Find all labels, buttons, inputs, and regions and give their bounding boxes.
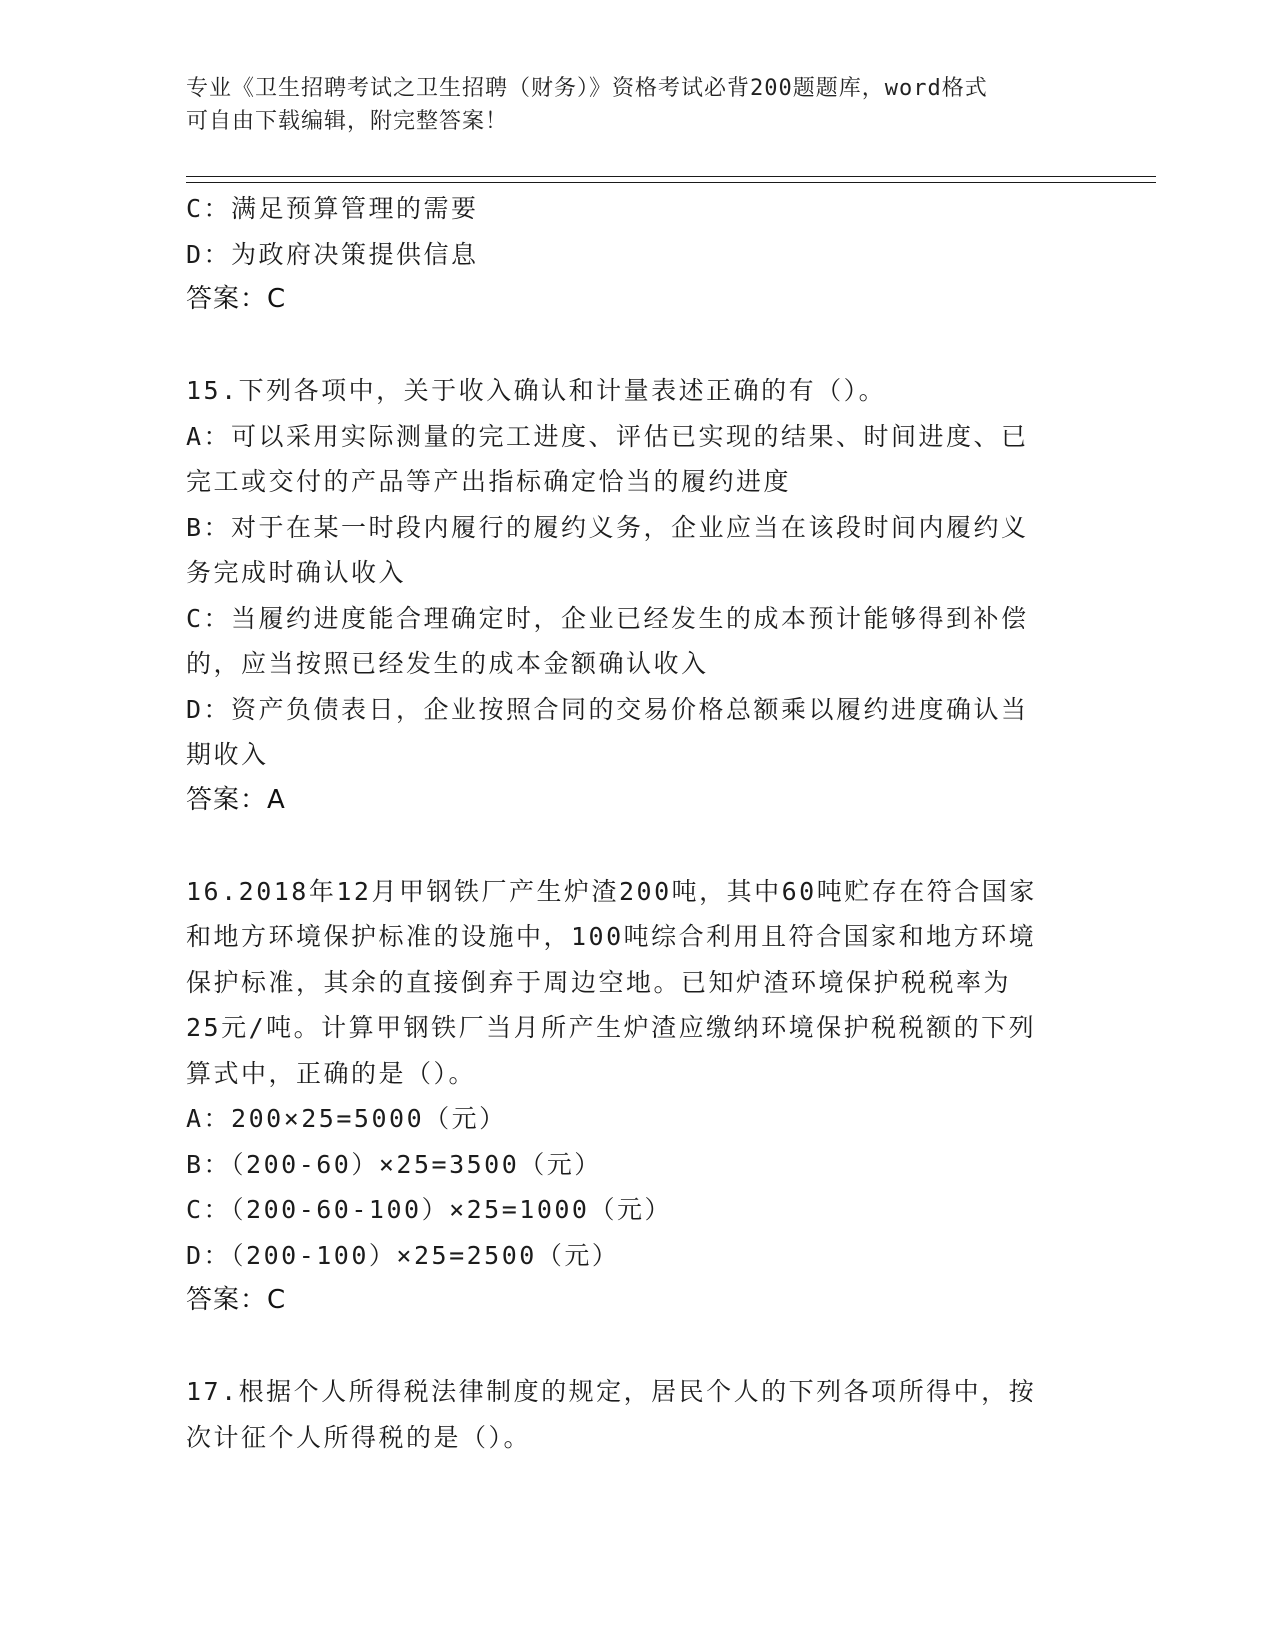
option-d: D：为政府决策提供信息 [186,239,479,269]
option-a: A：可以采用实际测量的完工进度、评估已实现的结果、时间进度、已 [186,421,1029,451]
question-16-stem-continued: 和地方环境保护标准的设施中，100吨综合利用且符合国家和地方环境 [186,922,1037,951]
question-15-stem: 15.下列各项中，关于收入确认和计量表述正确的有（）。 [186,376,887,405]
document-body [186,186,1086,1460]
option-c: C：满足预算管理的需要 [186,194,479,223]
option-b: B：（200-60）×25=3500（元） [186,1149,602,1179]
document-header [186,72,1086,138]
option-d-continued: 期收入 [186,740,269,769]
continued-question [186,186,1086,323]
header-divider-bottom [186,182,1156,183]
question-16-stem-continued: 保护标准，其余的直接倒弃于周边空地。已知炉渣环境保护税税率为 [186,967,1012,997]
option-a: A：200×25=5000（元） [186,1104,507,1133]
spacer [186,823,1086,869]
question-16-stem-continued: 算式中，正确的是（）。 [186,1058,477,1088]
option-d: D：资产负债表日，企业按照合同的交易价格总额乘以履约进度确认当 [186,694,1029,724]
question-17 [186,1369,1086,1460]
spacer [186,323,1086,369]
spacer [186,1324,1086,1370]
header-divider-top [186,176,1156,177]
answer-line: 答案：C [186,1285,287,1315]
question-16-stem: 16.2018年12月甲钢铁厂产生炉渣200吨，其中60吨贮存在符合国家 [186,876,1037,906]
question-16-stem-continued: 25元/吨。计算甲钢铁厂当月所产生炉渣应缴纳环境保护税税额的下列 [186,1013,1037,1042]
option-a-continued: 完工或交付的产品等产出指标确定恰当的履约进度 [186,467,792,496]
option-c-continued: 的，应当按照已经发生的成本金额确认收入 [186,649,709,678]
option-b: B：对于在某一时段内履行的履约义务，企业应当在该段时间内履约义 [186,512,1029,542]
header-line-1: 专业《卫生招聘考试之卫生招聘（财务）》资格考试必背200题题库，word格式 [186,76,988,101]
answer-line: 答案：A [186,784,286,815]
option-d: D：（200-100）×25=2500（元） [186,1240,620,1270]
question-17-stem: 17.根据个人所得税法律制度的规定，居民个人的下列各项所得中，按 [186,1377,1037,1406]
option-b-continued: 务完成时确认收入 [186,558,407,587]
question-16 [186,869,1086,1324]
question-15 [186,368,1086,823]
header-line-2: 可自由下载编辑，附完整答案！ [186,109,509,134]
option-c: C：（200-60-100）×25=1000（元） [186,1195,672,1224]
option-c: C：当履约进度能合理确定时，企业已经发生的成本预计能够得到补偿 [186,603,1029,633]
answer-line: 答案：C [186,284,287,314]
question-17-stem-continued: 次计征个人所得税的是（）。 [186,1422,532,1452]
